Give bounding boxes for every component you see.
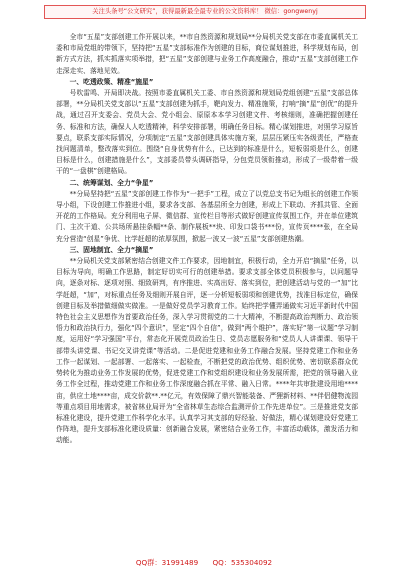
footer-qq: QQ：535304092 xyxy=(212,558,273,567)
promo-banner: 关注头条号“公文研究”，获得最新最全最专业的公文资料库！ 微信：gongwenyj xyxy=(44,5,366,19)
footer-qq-group: QQ群：31991489 xyxy=(135,558,199,567)
paragraph-section-2: **分局坚持把“五星”支部创建工作作为“一把手”工程，成立了以党总支书记为组长的创建工作领导小组，下设创建工作推进小组，要求各支部、各基层所全力创建，形成上下联动、齐抓共管、全面开花的工作格局。充分利用电子屏、微信群、宣传栏目等形式做好创建宣传氛围工作，并在单位建筑门、主次干道、公共场所悬挂条幅**条、制作展板**块、印发口袋书***份，宣传页****张，在全局充分营造“创星”争优、比学赶超的浓厚氛围，掀起一波又一波“五星”支部创建热潮。 xyxy=(56,189,358,243)
section-heading-3: 三、固地制宜、全力“摘星” xyxy=(69,245,154,254)
paragraph-section-3: **分局机关党支部紧密结合创建文件工作要求，因地制宜，积极行动，全力开启“摘星”任务，以目标为导向，明确工作思路，制定好切实可行的创建举措。要求支部全体党员积极参与，以问题导向，逐条对标、逐项对照、细致研判，有序推进、实高出好、落实到位，把创建活动与党的一“加”比学赶超，“加”，对标重点任务及细则开展自评，逐一分析短板弱项和创建优势，找准目标定位，确保创建目标及举措做细做实做准。一是做好党员学习教育工作。始终把学懂弄通做实习近平新时代中国特色社会主义思想作为首要政治任务，深入学习贯彻党的二十大精神，不断提高政治判断力、政治领悟力和政治执行力，强化“四个意识”，坚定“四个自信”，做到“两个维护”，落实好“第一议题”学习制度，运用好“学习强国”平台，常态化开展党员政治生日、党员志愿服务和“党员人人讲课课、领导干部带头讲党课、书记交叉讲党课”等活动。二是促进党建和业务工作融合发展。坚持党建工作和业务工作一起谋划、一起部署、一起落实、一起检查，不断把党的政治优势、组织优势、密切联系群众优势转化为推动业务工作发展的优势，促进党建工作和党组织建设和业务发展所需，把党的领导融入业务工作全过程，推动党建工作和业务工作深度融合抓在平常、融入日常。****年共审批建设用地****亩，供应土地****亩，成交价款**.**亿元，有效保障了鼎兴智能装备、严狸新材料、**伴侣健物流园等重点项目用地需求，被省林业局评为“全省林草生态综合监测评价工作先进单位”。三是推进党支部标准化建设，提升党建工作科学化水平。认真学习其支部的好经验、好做法，精心谋划建设好党建工作阵地，提升支部标准化建设质量：创新融合发展，紧密结合业务工作，丰富活动载体，激发活力和动能。 xyxy=(56,257,358,445)
section-heading-2: 二、统筹谋划、全力“争星” xyxy=(69,178,154,187)
section-heading-1: 一、吃透政策、精准“施星” xyxy=(69,77,154,86)
paragraph-section-1: 号吹雷鸣、开局即决战。按照市委直属机关工委、市自然资源和规划局党组创建“五星”支部总体部署，**分局机关党支部以“五星”支部创建为抓手，靶向发力、精准施策，打响“摘”星”创优”的提升战，通过召开支委会、党员大会、党小组会、原原本本学习创建文件、考核细则，准确把握创建任务、标准和方法，确保人人吃透精神，科学安排部署，明确任务目标。精心谋划推进，对照学习原旨要点，联系支部实际情况，分项制定“五星”支部创建具体实施方案，层层压紧压实各级责任，严格查找问题清单，整改落实到位。围绕“自身优势有什么，已达到的标准是什么，短板弱项是什么，创建目标是什么，创建措施是什么”，支部委员带头调研指导，分包党员领衔推动，形成了一级带着一级干的“一盘棋”创建格局。 xyxy=(56,89,358,176)
document-body xyxy=(56,32,358,546)
paragraph-intro: 全市“五星”支部创建工作开展以来，**市自然资源和规划局**分局机关党支部在市委直属机关工委和市局党组的带领下，坚持把“五星”支部标准作为创建的目标，商位谋划推进，科学规划布局，创新方式方法，抓实抓落实项举措，把“五星”支部创建与业务工作高度融合，推动“五星”支部创建工作走深走实、落地见效。 xyxy=(56,33,358,75)
footer-contact xyxy=(0,556,408,570)
